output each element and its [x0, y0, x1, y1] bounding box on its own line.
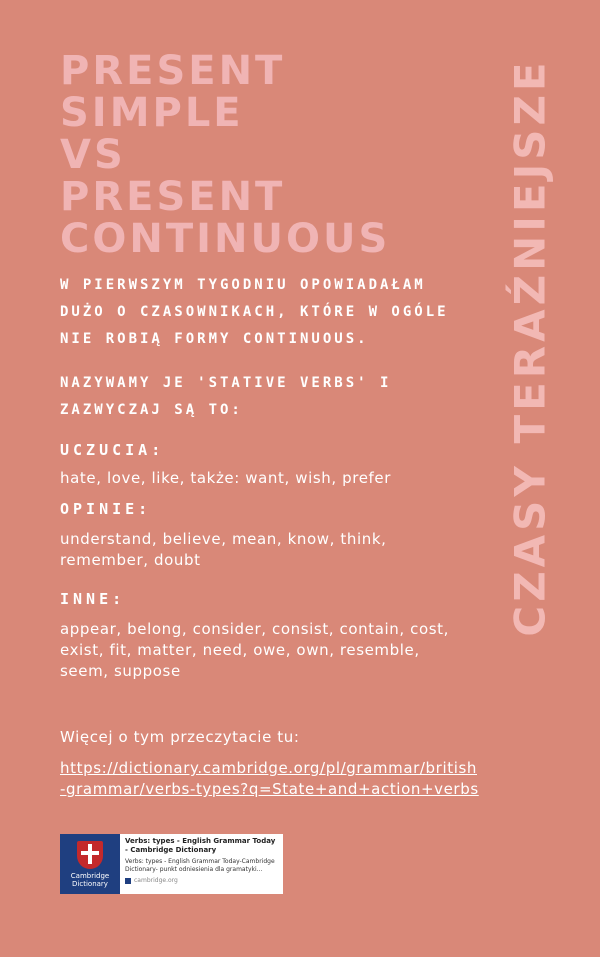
section-heading-uczucia: UCZUCIA: [60, 441, 165, 459]
favicon-icon [125, 878, 131, 884]
side-title-text: CZASY TERAŹNIEJSZE [505, 58, 555, 637]
card-description: Verbs: types - English Grammar Today-Cambridge Dictionary- punkt odniesienia dla gramatyki... [125, 858, 275, 873]
cambridge-logo [60, 834, 120, 894]
main-title [60, 50, 480, 260]
side-title [505, 60, 555, 635]
intro-text: W PIERWSZYM TYGODNIU OPOWIADAŁAM DUŻO O CZASOWNIKACH, KTÓRE W OGÓLE NIE ROBIĄ FORMY CONTINUOUS. [60, 277, 449, 347]
title-line: VS [60, 132, 126, 178]
logo-text: Cambridge Dictionary [70, 871, 110, 888]
section-heading-inne: INNE: [60, 590, 126, 608]
title-line: PRESENT SIMPLE [60, 48, 286, 136]
card-domain-row [125, 877, 278, 884]
shield-icon [77, 841, 103, 869]
section-heading-opinie: OPINIE: [60, 500, 152, 518]
intro-text-2: NAZYWAMY JE 'STATIVE VERBS' I ZAZWYCZAJ SĄ TO: [60, 375, 392, 418]
link-preview-card[interactable] [60, 834, 283, 894]
section-text-uczucia: hate, love, like, także: want, wish, prefer [60, 469, 392, 487]
section-text-opinie: understand, believe, mean, know, think, remember, doubt [60, 530, 387, 569]
section-text-inne: appear, belong, consider, consist, contain, cost, exist, fit, matter, need, owe, own, resemble, seem, suppose [60, 620, 450, 680]
more-info-text: Więcej o tym przeczytacie tu: [60, 728, 300, 746]
card-domain: cambridge.org [134, 877, 178, 884]
card-title: Verbs: types - English Grammar Today - Cambridge Dictionary [125, 837, 276, 854]
cambridge-link[interactable]: https://dictionary.cambridge.org/pl/grammar/british-grammar/verbs-types?q=State+and+action+verbs [60, 759, 479, 798]
card-body [120, 834, 283, 894]
title-line: PRESENT [60, 174, 286, 220]
title-line: CONTINUOUS [60, 216, 391, 262]
